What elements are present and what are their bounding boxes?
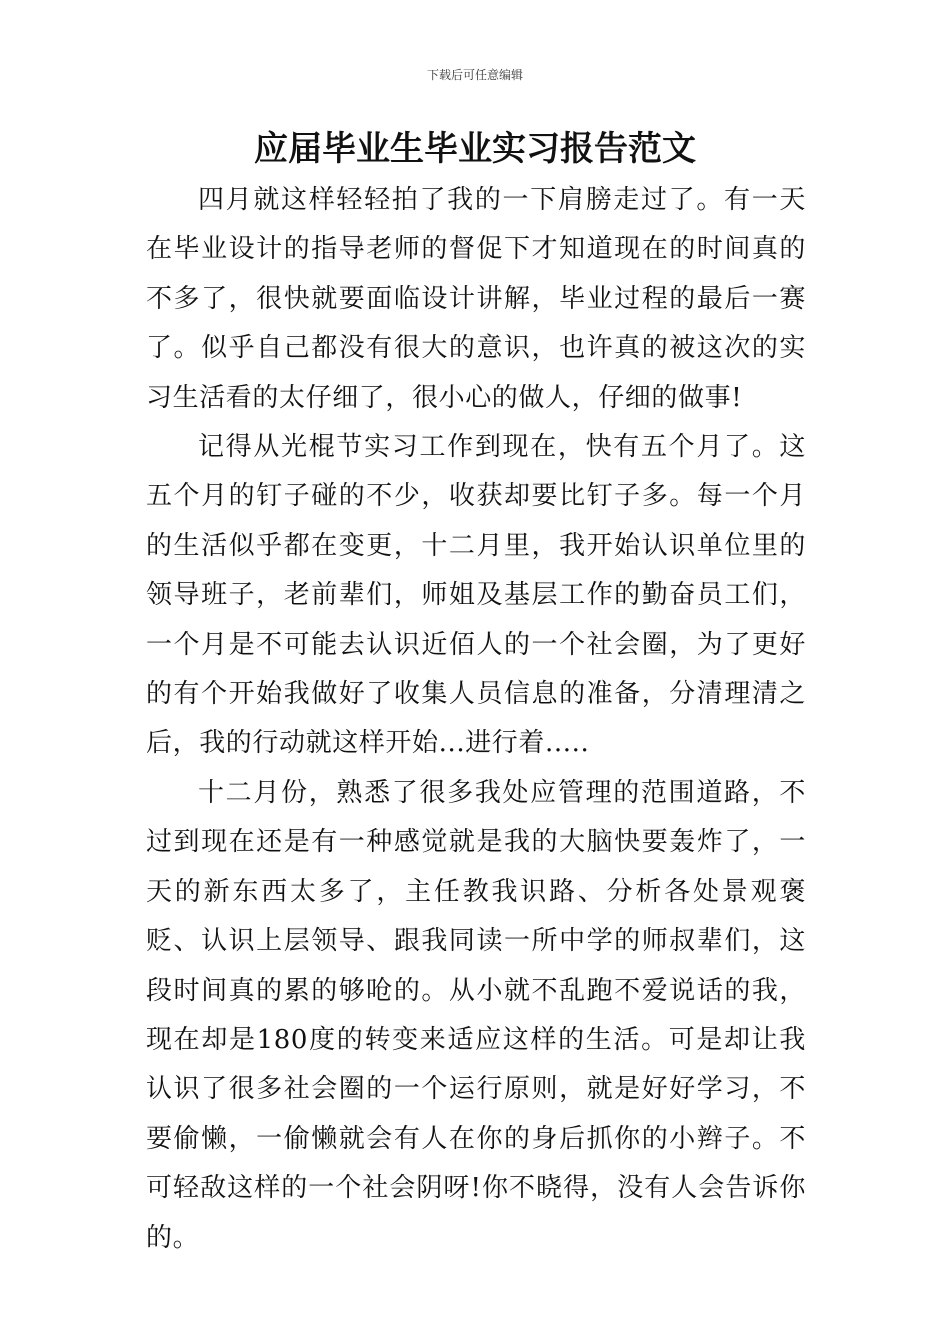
paragraph: 记得从光棍节实习工作到现在，快有五个月了。这五个月的钉子碰的不少，收获却要比钉子多。每一个月的生活似乎都在变更，十二月里，我开始认识单位里的领导班子，老前辈们，师姐及基层工作的勤奋员工们，一个月是不可能去认识近佰人的一个社会圈，为了更好的有个开始我做好了收集人员信息的准备，分清理清之后，我的行动就这样开始...进行着..... [146, 432, 806, 759]
document-title: 应届毕业生毕业实习报告范文 [254, 129, 696, 169]
header-note: 下载后可任意编辑 [426, 68, 523, 82]
document-body [146, 176, 806, 1263]
paragraph: 四月就这样轻轻拍了我的一下肩膀走过了。有一天在毕业设计的指导老师的督促下才知道现在的时间真的不多了，很快就要面临设计讲解，毕业过程的最后一赛了。似乎自己都没有很大的意识，也许真的被这次的实习生活看的太仔细了，很小心的做人，仔细的做事! [146, 185, 806, 413]
paragraph: 十二月份，熟悉了很多我处应管理的范围道路，不过到现在还是有一种感觉就是我的大脑快要轰炸了，一天的新东西太多了，主任教我识路、分析各处景观褒贬、认识上层领导、跟我同读一所中学的师叔辈们，这段时间真的累的够呛的。从小就不乱跑不爱说话的我，现在却是180度的转变来适应这样的生活。可是却让我认识了很多社会圈的一个运行原则，就是好好学习，不要偷懒，一偷懒就会有人在你的身后抓你的小辫子。不可轻敌这样的一个社会阴呀!你不晓得，没有人会告诉你的。 [146, 777, 806, 1253]
